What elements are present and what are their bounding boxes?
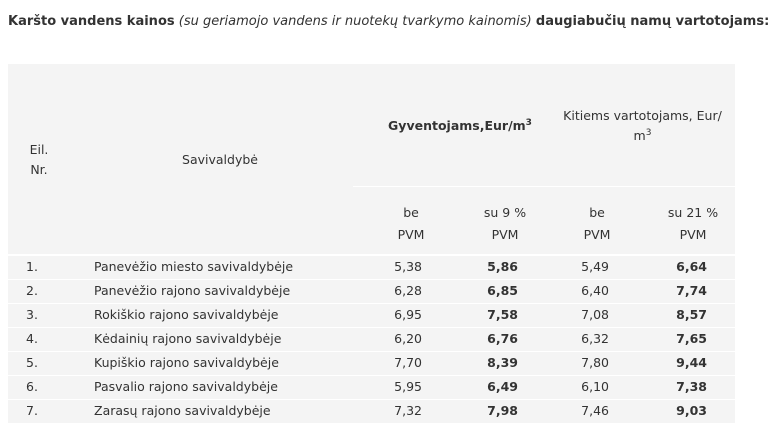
row-number: 4.: [26, 331, 38, 346]
header-gyventojams: [380, 116, 540, 136]
row-other-no-vat: 7,80: [581, 355, 609, 370]
subheader-su-pvm-2: [658, 202, 728, 246]
row-resident-vat: 7,98: [487, 403, 518, 418]
row-other-no-vat: 7,46: [581, 403, 609, 418]
row-other-vat: 6,64: [676, 259, 707, 274]
row-municipality: Zarasų rajono savivaldybėje: [94, 403, 271, 418]
title-bold-part: Karšto vandens kainos: [8, 14, 175, 29]
row-municipality: Panevėžio miesto savivaldybėje: [94, 259, 294, 274]
subheader-line: su 21 %: [667, 205, 719, 220]
table-row: [8, 400, 735, 423]
header-kitiems: [560, 106, 725, 146]
row-municipality: Rokiškio rajono savivaldybėje: [94, 307, 279, 322]
table-row: [8, 352, 735, 375]
row-resident-no-vat: 7,32: [394, 403, 422, 418]
header-savivaldybe: Savivaldybė: [182, 152, 258, 167]
row-municipality: Pasvalio rajono savivaldybėje: [94, 379, 278, 394]
header-gyventojams-text: Gyventojams,Eur/m: [388, 118, 526, 133]
row-resident-no-vat: 7,70: [394, 355, 422, 370]
row-municipality: Kupiškio rajono savivaldybėje: [94, 355, 279, 370]
subheader-line: be: [403, 205, 419, 220]
table-body: [8, 256, 735, 424]
row-other-no-vat: 6,10: [581, 379, 609, 394]
subheader-line: PVM: [679, 227, 707, 242]
table-row: [8, 304, 735, 327]
row-resident-vat: 8,39: [487, 355, 518, 370]
header-eil: Eil.: [29, 142, 49, 157]
title-italic-part: (su geriamojo vandens ir nuotekų tvarkymo kainomis): [178, 14, 532, 29]
row-resident-no-vat: 5,38: [394, 259, 422, 274]
subheader-line: PVM: [491, 227, 519, 242]
header-eil-nr: [24, 140, 54, 180]
row-resident-no-vat: 6,20: [394, 331, 422, 346]
row-resident-vat: 6,85: [487, 283, 518, 298]
subheader-line: PVM: [583, 227, 611, 242]
subheader-be-pvm-2: [562, 202, 632, 246]
row-other-no-vat: 5,49: [581, 259, 609, 274]
header-divider: [353, 186, 735, 187]
row-municipality: Panevėžio rajono savivaldybėje: [94, 283, 291, 298]
row-number: 3.: [26, 307, 38, 322]
header-kitiems-sup: 3: [645, 127, 652, 138]
row-municipality: Kėdainių rajono savivaldybėje: [94, 331, 282, 346]
header-kitiems-text: Kitiems vartotojams, Eur/ m: [563, 108, 722, 143]
table-row: [8, 256, 735, 279]
subheader-be-pvm-1: [376, 202, 446, 246]
row-number: 6.: [26, 379, 38, 394]
row-other-vat: 8,57: [676, 307, 707, 322]
row-other-vat: 7,65: [676, 331, 707, 346]
row-other-no-vat: 6,32: [581, 331, 609, 346]
row-other-no-vat: 7,08: [581, 307, 609, 322]
row-other-vat: 7,38: [676, 379, 707, 394]
row-other-vat: 7,74: [676, 283, 707, 298]
row-resident-vat: 7,58: [487, 307, 518, 322]
row-resident-vat: 6,76: [487, 331, 518, 346]
title-bold-part-2: daugiabučių namų vartotojams:: [535, 14, 769, 29]
row-number: 5.: [26, 355, 38, 370]
row-other-vat: 9,03: [676, 403, 707, 418]
row-number: 2.: [26, 283, 38, 298]
subheader-line: be: [589, 205, 605, 220]
row-other-vat: 9,44: [676, 355, 707, 370]
row-resident-vat: 6,49: [487, 379, 518, 394]
row-resident-no-vat: 6,28: [394, 283, 422, 298]
table-row: [8, 328, 735, 351]
row-resident-no-vat: 5,95: [394, 379, 422, 394]
row-resident-vat: 5,86: [487, 259, 518, 274]
subheader-su-pvm-1: [470, 202, 540, 246]
row-number: 7.: [26, 403, 38, 418]
row-number: 1.: [26, 259, 38, 274]
header-nr: Nr.: [30, 162, 48, 177]
subheader-line: PVM: [397, 227, 425, 242]
page-title: [8, 14, 769, 29]
row-resident-no-vat: 6,95: [394, 307, 422, 322]
subheader-line: su 9 %: [483, 205, 527, 220]
header-gyventojams-sup: 3: [525, 117, 532, 128]
table-row: [8, 376, 735, 399]
table-row: [8, 280, 735, 303]
row-other-no-vat: 6,40: [581, 283, 609, 298]
